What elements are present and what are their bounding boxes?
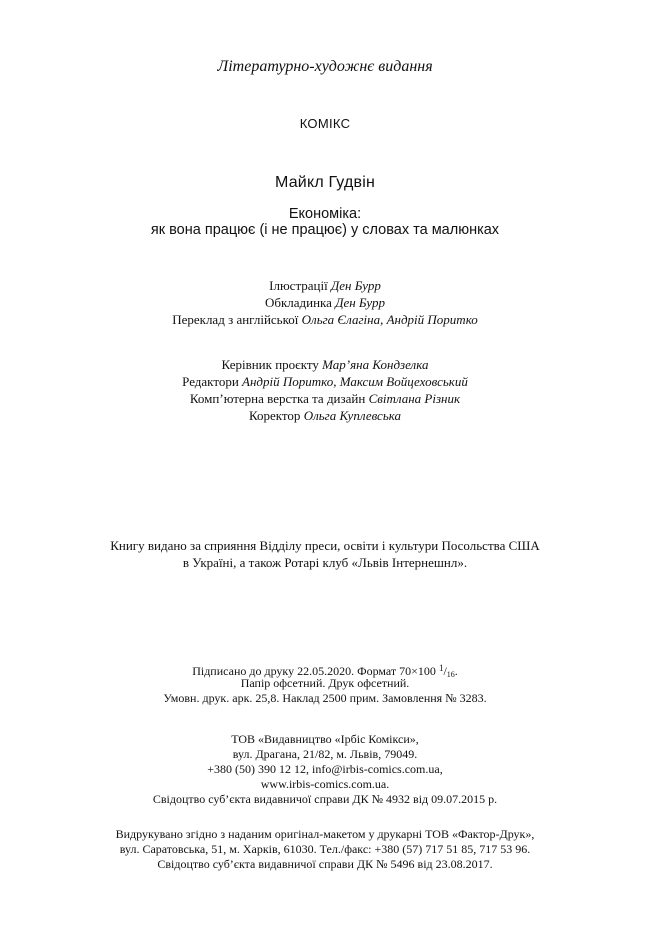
credit-role: Коректор bbox=[248, 408, 301, 423]
credit-layout-design bbox=[0, 391, 650, 407]
format-numerator: 1 bbox=[438, 663, 444, 673]
credit-person: Світлана Різник bbox=[368, 391, 461, 406]
printing-info-line-2: Папір офсетний. Друк офсетний. bbox=[240, 676, 410, 690]
credit-illustrations bbox=[0, 278, 650, 294]
credit-role: Комп’ютерна верстка та дизайн bbox=[189, 391, 366, 406]
credit-editors bbox=[0, 374, 650, 390]
printing-info-line-3: Умовн. друк. арк. 25,8. Наклад 2500 прим. Замовлення № 3283. bbox=[163, 691, 487, 705]
publisher-line-1: ТОВ «Видавництво «Ірбіс Комікси», bbox=[231, 732, 419, 746]
credit-role: Ілюстрації bbox=[269, 278, 328, 293]
genre-label: Літературно-художнє видання bbox=[217, 58, 433, 75]
credit-person: Ден Бурр bbox=[335, 295, 386, 310]
book-title-line-2: як вона працює (і не працює) у словах та малюнках bbox=[150, 222, 500, 238]
credit-translation bbox=[0, 312, 650, 328]
support-note-line-1: Книгу видано за сприяння Відділу преси, освіти і культури Посольства США bbox=[110, 538, 540, 553]
credit-person: Ольга Куплевська bbox=[303, 408, 402, 423]
publisher-line-3: +380 (50) 390 12 12, info@irbis-comics.com.ua, bbox=[207, 762, 443, 776]
credit-person: Мар’яна Кондзелка bbox=[322, 357, 429, 372]
credit-cover bbox=[0, 295, 650, 311]
credit-proofreader bbox=[0, 408, 650, 424]
credit-role: Переклад з англійської bbox=[172, 312, 299, 327]
credit-person: Ден Бурр bbox=[330, 278, 381, 293]
publisher-line-4: www.irbis-comics.com.ua. bbox=[260, 777, 390, 791]
printing-line-end: . bbox=[454, 664, 458, 678]
printer-line-1: Видрукувано згідно з наданим оригінал-макетом у друкарні ТОВ «Фактор-Друк», bbox=[115, 827, 535, 841]
credit-role: Обкладинка bbox=[264, 295, 332, 310]
author-name: Майкл Гудвін bbox=[275, 174, 375, 191]
book-title-line-1: Економіка: bbox=[288, 206, 362, 222]
book-type: КОМІКС bbox=[299, 116, 351, 131]
format-slash: / bbox=[443, 664, 447, 678]
printing-signed-text: Підписано до друку 22.05.2020. Формат 70×100 bbox=[192, 664, 436, 678]
printer-line-3: Свідоцтво суб’єкта видавничої справи ДК № 5496 від 23.08.2017. bbox=[157, 857, 493, 871]
printer-line-2: вул. Саратовська, 51, м. Харків, 61030. Тел./факс: +380 (57) 717 51 85, 717 53 96. bbox=[119, 842, 531, 856]
credit-role: Редактори bbox=[182, 374, 239, 389]
support-note-line-2: в Україні, а також Ротарі клуб «Львів Інтернешнл». bbox=[182, 555, 468, 570]
credit-role: Керівник проєкту bbox=[221, 357, 319, 372]
credit-person: Андрій Поритко, Максим Войцеховський bbox=[242, 374, 468, 389]
publisher-line-2: вул. Драгана, 21/82, м. Львів, 79049. bbox=[232, 747, 418, 761]
format-denominator: 16 bbox=[446, 670, 455, 679]
credit-project-lead bbox=[0, 357, 650, 373]
publisher-line-5: Свідоцтво суб’єкта видавничої справи ДК № 4932 від 09.07.2015 р. bbox=[152, 792, 498, 806]
credit-person: Ольга Єлагіна, Андрій Поритко bbox=[301, 312, 478, 327]
